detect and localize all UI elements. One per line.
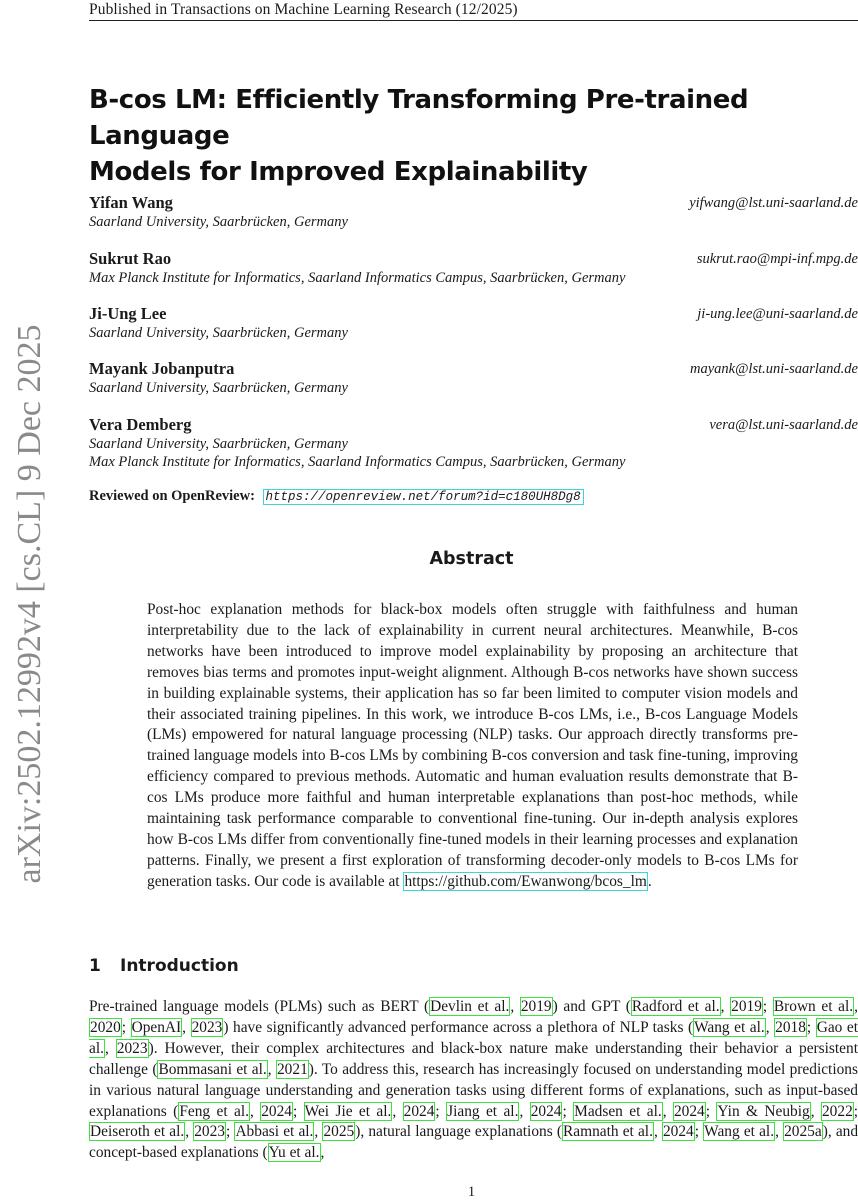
paragraph-text: , — [519, 1102, 530, 1120]
abstract-text: Post-hoc explanation methods for black-box models often struggle with faithfulness and human interpretability due to the lack of explainability in current neural architectures. Meanwhile, B-cos networks have been introduced to improve model explainability by proposing an architecture that removes bias terms and promotes input-weight alignment. Although B-cos networks have shown success in building explainable systems, their application has so far been limited to computer vision models and their associated training pipelines. In this work, we introduce B-cos LMs, i.e., B-cos Language Models (LMs) empowered for natural language processing (NLP) tasks. Our approach directly transforms pre-trained language models into B-cos LMs by combining B-cos conversion and task fine-tuning, improving efficiency compared to previous methods. Automatic and human evaluation results demonstrate that B-cos LMs produce more faithful and human interpretable explanations than post-hoc methods, while maintaining task performance comparable to conventional fine-tuning. Our in-depth analysis explores how B-cos LMs differ from conventionally fine-tuned models in their learning processes and explanation patterns. Finally, we present a first exploration of transforming decoder-only models to B-cos LMs for generation tasks. Our code is available at — [147, 601, 798, 890]
citation-link[interactable]: Feng et al. — [179, 1102, 249, 1120]
paragraph-text: , — [720, 998, 731, 1015]
author-block — [89, 359, 858, 397]
citation-link[interactable]: 2024 — [662, 1123, 694, 1141]
running-head: Published in Transactions on Machine Learning Research (12/2025) — [89, 0, 858, 21]
paragraph-text: ; — [435, 1102, 447, 1120]
paragraph-text: ; — [226, 1123, 235, 1141]
citation-link[interactable]: 2023 — [191, 1018, 223, 1036]
author-affiliation: Saarland University, Saarbrücken, Germany — [89, 436, 348, 452]
citation-link[interactable]: Bommasani et al. — [158, 1060, 267, 1078]
paragraph-text: ; — [853, 1102, 858, 1120]
paragraph-text: , — [182, 1018, 191, 1036]
paragraph-text: ). However, their complex architectures and black-box nature make understanding their behavior a persistent challenge ( — [89, 1039, 858, 1078]
author-affiliation: Max Planck Institute for Informatics, Saarland Informatics Campus, Saarbrücken, Germany — [89, 270, 626, 286]
citation-link[interactable]: Wei Jie et al. — [304, 1102, 392, 1120]
citation-link[interactable]: 2020 — [90, 1018, 121, 1036]
openreview-link[interactable]: https://openreview.net/forum?id=c180UH8Dg8 — [263, 489, 584, 505]
introduction-paragraph — [89, 997, 858, 1164]
citation-link[interactable]: Abbasi et al. — [235, 1123, 314, 1141]
paragraph-text: ; — [121, 1018, 131, 1036]
author-affiliation: Saarland University, Saarbrücken, Germany — [89, 380, 348, 396]
author-email[interactable]: ji-ung.lee@uni-saarland.de — [697, 306, 858, 322]
paragraph-text: , — [765, 1018, 775, 1036]
author-email[interactable]: mayank@lst.uni-saarland.de — [690, 361, 858, 377]
citation-link[interactable]: 2025 — [323, 1123, 355, 1141]
paragraph-text: , — [185, 1123, 194, 1141]
abstract-body — [147, 600, 798, 893]
citation-link[interactable]: Yu et al. — [268, 1144, 320, 1162]
paragraph-text: ; — [762, 998, 773, 1015]
section-title: Introduction — [120, 956, 239, 976]
citation-link[interactable]: 2024 — [261, 1102, 292, 1120]
author-email[interactable]: yifwang@lst.uni-saarland.de — [689, 195, 858, 211]
title-line-1: B-cos LM: Efficiently Transforming Pre-trained Language — [89, 85, 749, 151]
citation-link[interactable]: Deiseroth et al. — [90, 1123, 185, 1141]
citation-link[interactable]: Jiang et al. — [447, 1102, 519, 1120]
paragraph-text: , — [314, 1123, 323, 1141]
arxiv-sidebar — [0, 0, 60, 1200]
citation-link[interactable]: Yin & Neubig — [717, 1102, 810, 1120]
section-heading-introduction — [89, 956, 239, 976]
paper-title — [89, 82, 858, 190]
paragraph-text: , — [249, 1102, 261, 1120]
citation-link[interactable]: Wang et al. — [694, 1018, 765, 1036]
paragraph-text: Pre-trained language models (PLMs) such as BERT ( — [89, 998, 430, 1015]
citation-link[interactable]: 2022 — [821, 1102, 853, 1120]
citation-link[interactable]: 2019 — [731, 998, 762, 1015]
citation-link[interactable]: 2023 — [116, 1039, 148, 1057]
paragraph-text: ; — [292, 1102, 304, 1120]
paragraph-text: ; — [694, 1123, 704, 1141]
author-name: Vera Demberg — [89, 415, 192, 434]
paragraph-text: , — [104, 1039, 116, 1057]
citation-link[interactable]: 2025a — [784, 1123, 822, 1141]
author-block — [89, 193, 858, 231]
citation-link[interactable]: 2018 — [775, 1018, 806, 1036]
title-line-2: Models for Improved Explainability — [89, 157, 588, 187]
author-affiliation: Saarland University, Saarbrücken, Germany — [89, 214, 348, 230]
paragraph-text: , — [510, 998, 520, 1015]
author-block — [89, 304, 858, 342]
paragraph-text: ) have significantly advanced performance across a plethora of NLP tasks ( — [223, 1018, 694, 1036]
author-name: Yifan Wang — [89, 193, 173, 212]
abstract-heading: Abstract — [429, 549, 514, 569]
page-number: 1 — [467, 1184, 476, 1200]
author-email[interactable]: sukrut.rao@mpi-inf.mpg.de — [696, 251, 858, 267]
paragraph-text: , — [662, 1102, 673, 1120]
paragraph-text: ; — [562, 1102, 574, 1120]
citation-link[interactable]: Madsen et al. — [574, 1102, 662, 1120]
author-block — [89, 249, 858, 287]
citation-link[interactable]: Radford et al. — [631, 998, 720, 1015]
author-name: Sukrut Rao — [89, 249, 172, 268]
author-name: Mayank Jobanputra — [89, 359, 235, 378]
citation-link[interactable]: Ramnath et al. — [563, 1123, 653, 1141]
paragraph-text: , — [775, 1123, 784, 1141]
reviewed-label: Reviewed on OpenReview: — [89, 488, 255, 504]
paragraph-text: , — [810, 1102, 821, 1120]
code-repo-link[interactable]: https://github.com/Ewanwong/bcos_lm — [404, 872, 647, 890]
section-number: 1 — [89, 956, 101, 976]
paragraph-text: ). To address this, research has increasingly focused on understanding model predictions in various natural language understanding and generation tasks using different forms of explanations, such as input-based explanations ( — [89, 1060, 858, 1120]
author-name: Ji-Ung Lee — [89, 304, 167, 323]
abstract-period: . — [647, 872, 652, 890]
openreview-line — [89, 486, 584, 507]
citation-link[interactable]: OpenAI — [131, 1018, 182, 1036]
author-block — [89, 415, 858, 471]
paragraph-text: , — [653, 1123, 662, 1141]
citation-link[interactable]: 2024 — [403, 1102, 435, 1120]
citation-link[interactable]: 2019 — [520, 998, 552, 1015]
author-affiliation: Saarland University, Saarbrücken, Germany — [89, 325, 348, 341]
citation-link[interactable]: 2023 — [194, 1123, 225, 1141]
author-affiliation: Max Planck Institute for Informatics, Saarland Informatics Campus, Saarbrücken, Germany — [89, 454, 626, 470]
citation-link[interactable]: 2024 — [530, 1102, 562, 1120]
citation-link[interactable]: Wang et al. — [704, 1123, 775, 1141]
paragraph-text: ; — [806, 1018, 816, 1036]
paragraph-text: , — [320, 1144, 325, 1162]
citation-link[interactable]: 2024 — [673, 1102, 705, 1120]
citation-link[interactable]: Gao et al. — [89, 1018, 858, 1057]
paragraph-text: ) and GPT ( — [552, 998, 631, 1015]
paragraph-text: , — [267, 1060, 276, 1078]
citation-link[interactable]: Brown et al. — [773, 998, 854, 1015]
paragraph-text: , — [392, 1102, 403, 1120]
arxiv-identifier: arXiv:2502.12992v4 [cs.CL] 9 Dec 2025 — [11, 324, 48, 884]
paragraph-text: ), and concept-based explanations ( — [89, 1123, 858, 1162]
paragraph-text: ), natural language explanations ( — [355, 1123, 562, 1141]
citation-link[interactable]: 2021 — [276, 1060, 308, 1078]
paragraph-text: ; — [705, 1102, 717, 1120]
author-email[interactable]: vera@lst.uni-saarland.de — [709, 417, 858, 433]
paragraph-text: , — [854, 998, 858, 1015]
citation-link[interactable]: Devlin et al. — [430, 998, 510, 1015]
